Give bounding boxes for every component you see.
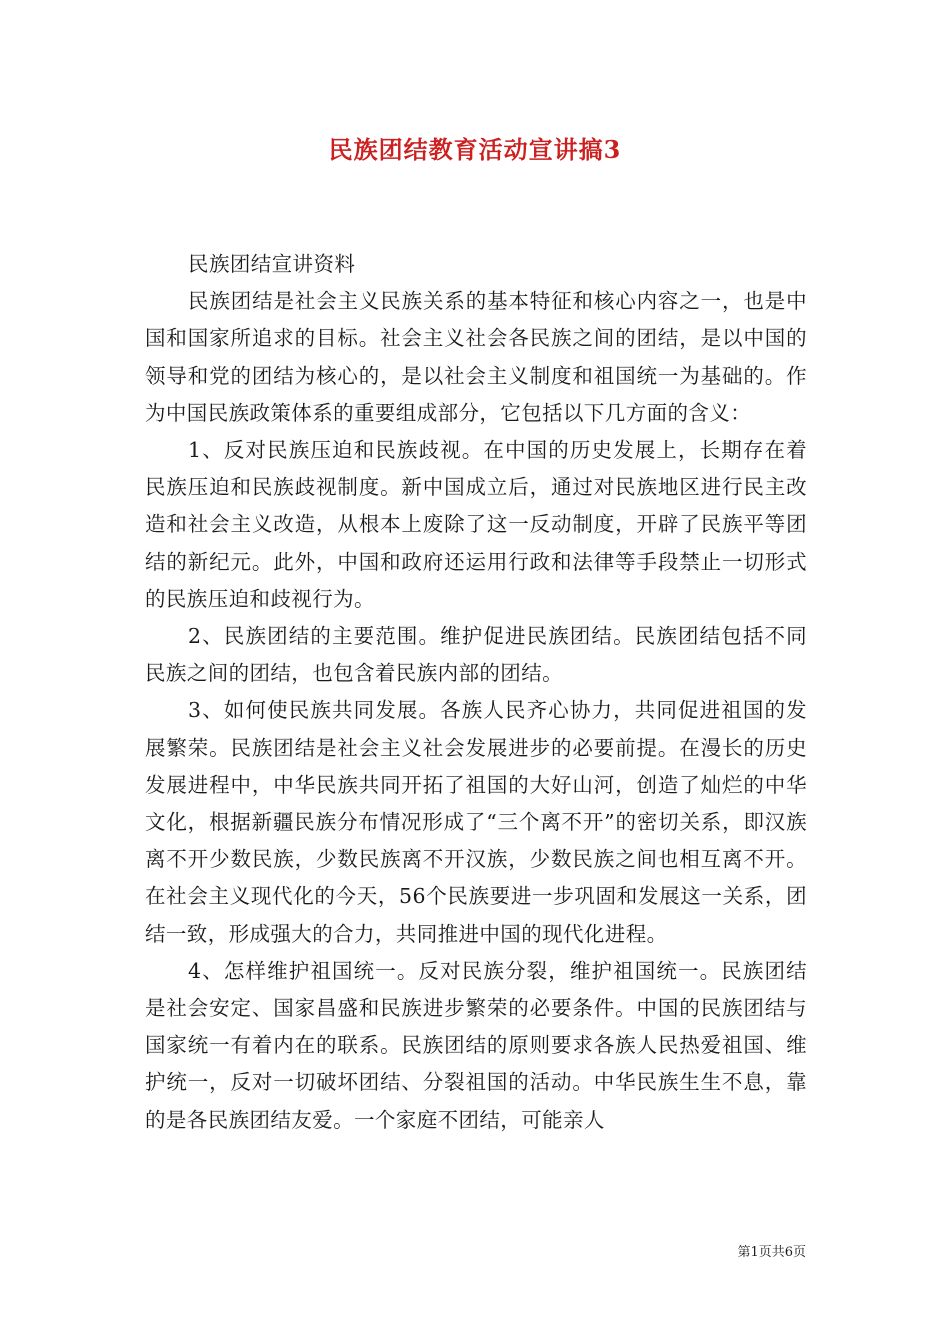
document-title: 民族团结教育活动宣讲搞3: [328, 135, 622, 164]
paragraph-heading: 民族团结宣讲资料: [188, 252, 356, 276]
document-body: [145, 246, 807, 1139]
page-number: 第1页共6页: [737, 1245, 806, 1260]
paragraph-point-2: 2、民族团结的主要范围。维护促进民族团结。民族团结包括不同民族之间的团结，也包含着民族内部的团结。: [145, 624, 807, 686]
paragraph-point-3: 3、如何使民族共同发展。各族人民齐心协力，共同促进祖国的发展繁荣。民族团结是社会主义社会发展进步的必要前提。在漫长的历史发展进程中，中华民族共同开拓了祖国的大好山河，创造了灿烂的中华文化，根据新疆民族分布情况形成了“三个离不开”的密切关系，即汉族离不开少数民族，少数民族离不开汉族，少数民族之间也相互离不开。在社会主义现代化的今天，56个民族要进一步巩固和发展这一关系，团结一致，形成强大的合力，共同推进中国的现代化进程。: [145, 698, 807, 946]
paragraph-point-1: 1、反对民族压迫和民族歧视。在中国的历史发展上，长期存在着民族压迫和民族歧视制度。新中国成立后，通过对民族地区进行民主改造和社会主义改造，从根本上废除了这一反动制度，开辟了民族平等团结的新纪元。此外，中国和政府还运用行政和法律等手段禁止一切形式的民族压迫和歧视行为。: [145, 438, 807, 611]
paragraph-intro: 民族团结是社会主义民族关系的基本特征和核心内容之一，也是中国和国家所追求的目标。社会主义社会各民族之间的团结，是以中国的领导和党的团结为核心的，是以社会主义制度和祖国统一为基础的。作为中国民族政策体系的重要组成部分，它包括以下几方面的含义：: [145, 289, 807, 425]
paragraph-point-4: 4、怎样维护祖国统一。反对民族分裂，维护祖国统一。民族团结是社会安定、国家昌盛和民族进步繁荣的必要条件。中国的民族团结与国家统一有着内在的联系。民族团结的原则要求各族人民热爱祖国、维护统一，反对一切破坏团结、分裂祖国的活动。中华民族生生不息，靠的是各民族团结友爱。一个家庭不团结，可能亲人: [145, 958, 807, 1132]
